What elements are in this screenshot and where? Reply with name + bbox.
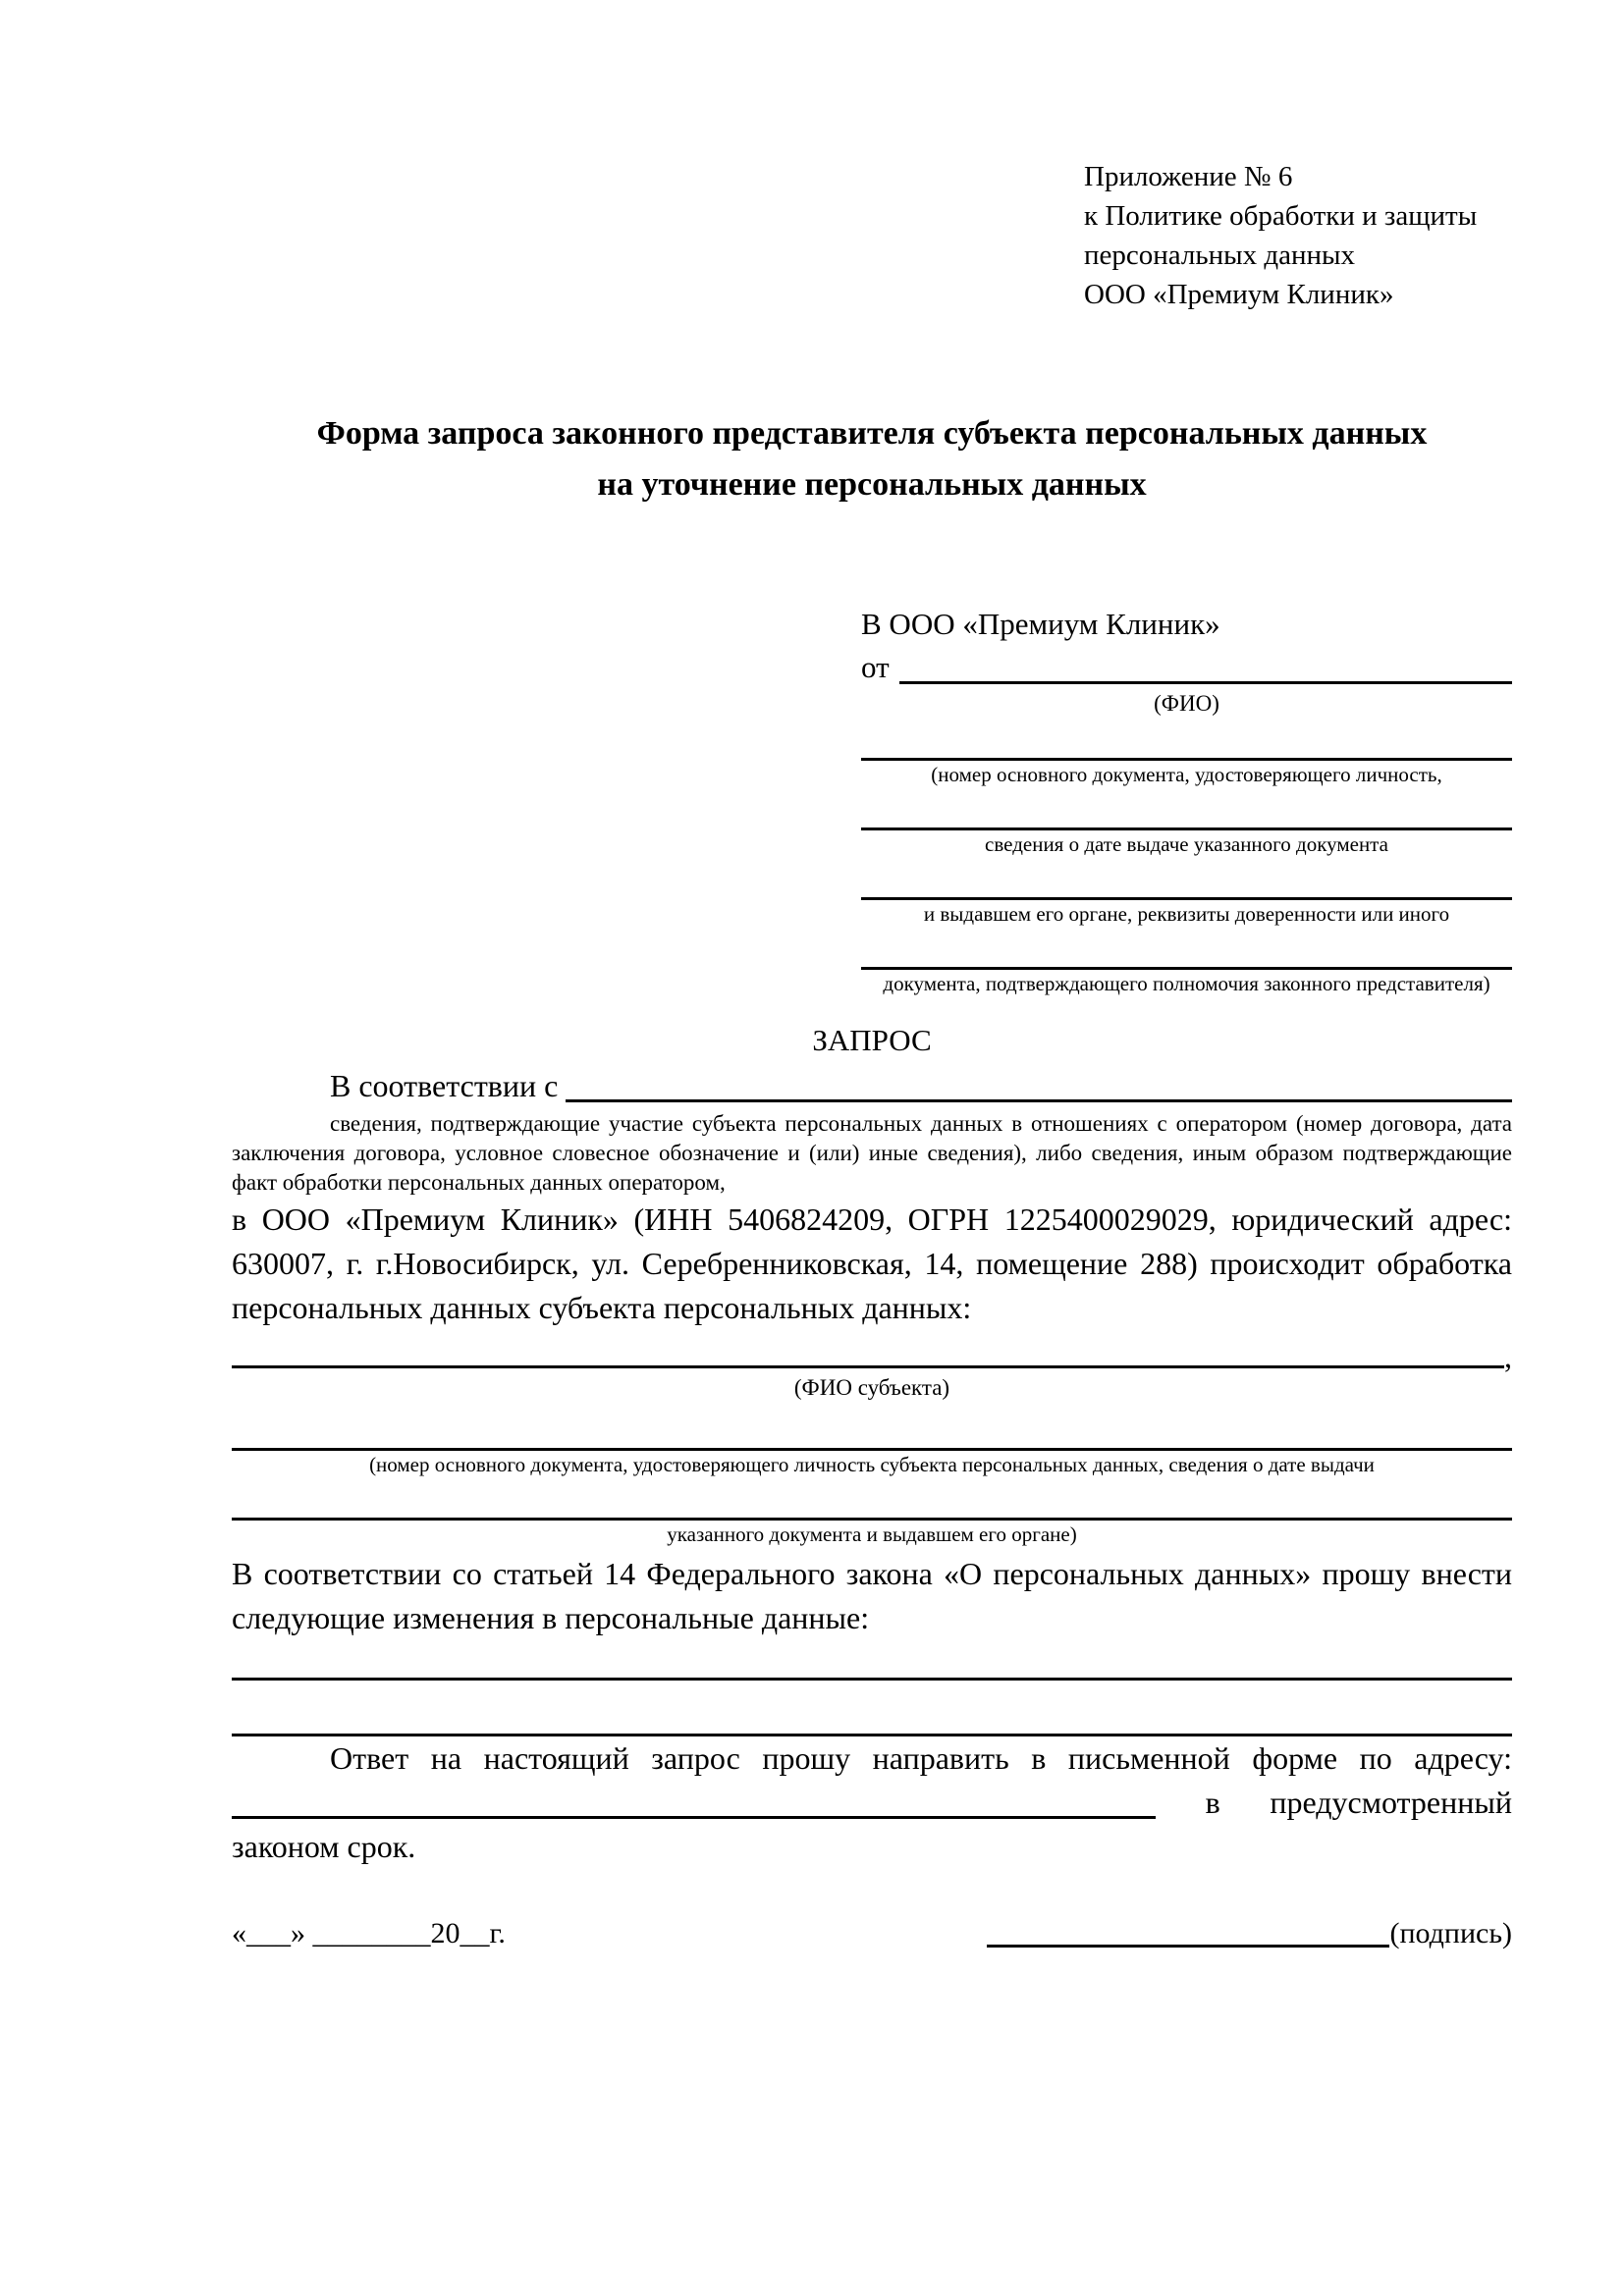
- intro-label: В соответствии с: [330, 1068, 559, 1103]
- field-caption: (номер основного документа, удостоверяющего личность,: [931, 763, 1442, 786]
- appendix-line: ООО «Премиум Клиник»: [1084, 279, 1394, 310]
- signature-caption: (подпись): [1389, 1917, 1512, 1949]
- fio-caption: (ФИО): [1154, 691, 1219, 716]
- date-placeholder: «___» ________20__г.: [232, 1917, 506, 1949]
- representative-doc-field: [861, 872, 1512, 928]
- changes-fill-line: [232, 1706, 1512, 1736]
- answer-paragraph-line-3: законом срок.: [232, 1829, 416, 1864]
- appendix-line: персональных данных: [1084, 240, 1356, 271]
- trailing-comma: ,: [1504, 1339, 1512, 1374]
- fill-line: [861, 802, 1512, 830]
- subject-fio-caption: (ФИО субъекта): [793, 1375, 950, 1400]
- answer-paragraph-line-1: Ответ на настоящий запрос прошу направить в письменной форме по адресу:: [330, 1740, 1512, 1776]
- field-caption: сведения о дате выдаче указанного документа: [985, 832, 1388, 856]
- intro-row: [232, 1064, 1512, 1107]
- addressee-block: [861, 603, 1512, 997]
- signature-group: [987, 1914, 1512, 1953]
- fill-line: [861, 941, 1512, 970]
- addressee-to: В ООО «Премиум Клиник»: [861, 607, 1220, 641]
- fill-line: [861, 732, 1512, 761]
- representative-doc-field: [861, 732, 1512, 788]
- appendix-line: к Политике обработки и защиты: [1084, 200, 1478, 232]
- answer-word: предусмотренный: [1270, 1785, 1512, 1820]
- date-signature-row: [232, 1914, 1512, 1953]
- intro-footnote: сведения, подтверждающие участие субъекта персональных данных в отношениях с оператором (номер договора, дата заключения договора, условное словесное обозначение и (или) иные сведения), либо сведения, иным образом подтверждающие факт обработки персональных данных оператором,: [232, 1111, 1512, 1195]
- from-row: [861, 646, 1512, 689]
- subject-doc-fill-line: [232, 1490, 1512, 1521]
- appendix-line: Приложение № 6: [1084, 161, 1293, 192]
- representative-fio-fill-line: [899, 646, 1512, 684]
- representative-doc-field: [861, 941, 1512, 997]
- form-title: [232, 408, 1512, 510]
- field-caption: и выдавшем его органе, реквизиты доверенности или иного: [923, 902, 1450, 926]
- representative-doc-field: [861, 802, 1512, 858]
- address-fill-line: [232, 1789, 1156, 1819]
- operator-paragraph: в ООО «Премиум Клиник» (ИНН 5406824209, ОГРН 1225400029029, юридический адрес: 630007, г. г.Новосибирск, ул. Серебренниковская, 14, помещение 288) происходит обработка персональных данных субъекта персональных данных:: [232, 1201, 1512, 1325]
- subject-doc-fill-line: [232, 1420, 1512, 1451]
- signature-line: [987, 1917, 1389, 1948]
- form-title-line-1: Форма запроса законного представителя субъекта персональных данных: [316, 415, 1428, 452]
- answer-word: в: [1205, 1785, 1220, 1820]
- subject-doc-caption-2: указанного документа и выдавшем его органе): [667, 1522, 1077, 1546]
- fill-line: [861, 872, 1512, 900]
- changes-fill-line: [232, 1650, 1512, 1681]
- field-caption: документа, подтверждающего полномочия законного представителя): [883, 972, 1490, 995]
- basis-fill-line: [566, 1064, 1512, 1102]
- request-heading: ЗАПРОС: [812, 1023, 932, 1057]
- subject-fio-row: [232, 1340, 1512, 1373]
- subject-doc-caption-1: (номер основного документа, удостоверяющего личность субъекта персональных данных, сведения о дате выдачи: [369, 1453, 1375, 1476]
- from-label: от: [861, 650, 890, 684]
- form-title-line-2: на уточнение персональных данных: [597, 466, 1147, 503]
- appendix-block: [1084, 157, 1512, 314]
- answer-paragraph-line-2: [232, 1781, 1512, 1825]
- law-paragraph: В соответствии со статьей 14 Федерального закона «О персональных данных» прошу внести следующие изменения в персональные данные:: [232, 1556, 1512, 1635]
- subject-fio-fill-line: [232, 1340, 1504, 1368]
